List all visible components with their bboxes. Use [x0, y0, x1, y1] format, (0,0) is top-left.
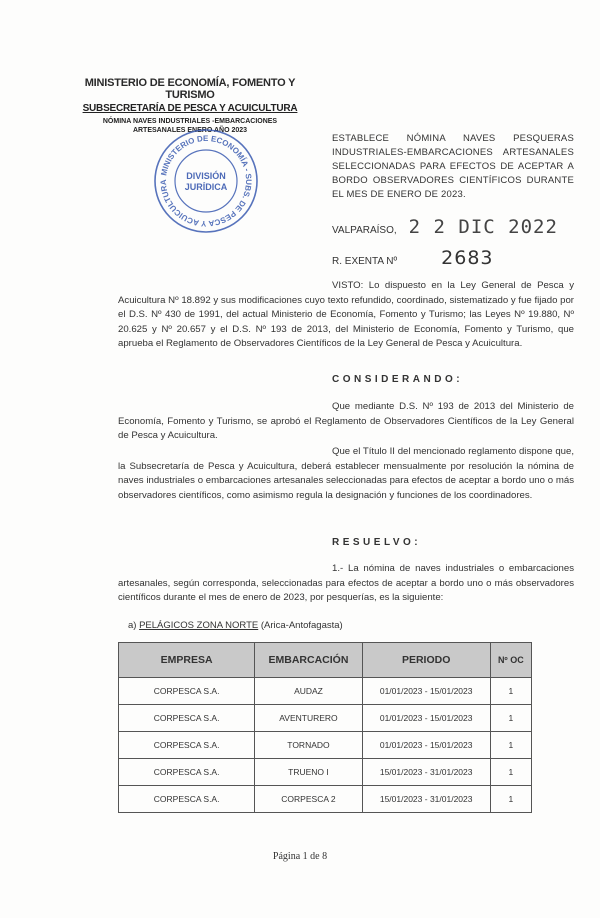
date-stamp: 2 2 DIC 2022	[408, 216, 558, 238]
cell-empresa: CORPESCA S.A.	[119, 732, 255, 759]
subsection-title: PELÁGICOS ZONA NORTE	[139, 620, 259, 631]
cell-embarcacion: TRUENO I	[255, 759, 362, 786]
cell-empresa: CORPESCA S.A.	[119, 705, 255, 732]
cell-num-oc: 1	[490, 759, 531, 786]
division-juridica-stamp	[152, 127, 260, 235]
subsection-suffix: (Arica-Antofagasta)	[258, 620, 343, 631]
cell-periodo: 01/01/2023 - 15/01/2023	[362, 678, 490, 705]
table-header-row	[119, 643, 532, 678]
cell-embarcacion: TORNADO	[255, 732, 362, 759]
table-row	[119, 786, 532, 813]
table-row	[119, 678, 532, 705]
considerando-heading: CONSIDERANDO:	[332, 374, 464, 385]
vessel-table	[118, 642, 532, 813]
cell-embarcacion: AUDAZ	[255, 678, 362, 705]
cell-num-oc: 1	[490, 678, 531, 705]
cell-empresa: CORPESCA S.A.	[119, 759, 255, 786]
header-subject-line-2: ARTESANALES ENERO AÑO 2023	[132, 127, 248, 134]
resolution-number: 2683	[441, 247, 494, 269]
header-subject-line-1: NÓMINA NAVES INDUSTRIALES -EMBARCACIONES	[102, 118, 278, 125]
date-label: VALPARAÍSO,	[332, 225, 397, 236]
resuelvo-heading: RESUELVO:	[332, 537, 422, 548]
ministry-name: MINISTERIO DE ECONOMÍA, FOMENTO Y TURISMO	[84, 77, 296, 101]
subsection-heading	[128, 620, 343, 631]
considerando-paragraph-2: Que el Título II del mencionado reglamento dispone que, la Subsecretaría de Pesca y Acuicultura, deberá establecer mensualmente por resolución la nómina de naves industriales o embarcaciones artesanales seleccionadas para efectos de aceptar a bordo uno o más observadores científicos, como asimismo regula la designación y funciones de los coordinadores.	[118, 446, 574, 501]
cell-periodo: 01/01/2023 - 15/01/2023	[362, 705, 490, 732]
cell-periodo: 01/01/2023 - 15/01/2023	[362, 732, 490, 759]
subsecretaria-name: SUBSECRETARÍA DE PESCA Y ACUICULTURA	[82, 103, 298, 114]
resolution-summary: ESTABLECE NÓMINA NAVES PESQUERAS INDUSTRIALES-EMBARCACIONES ARTESANALES SELECCIONADAS PARA EFECTOS DE ACEPTAR A BORDO OBSERVADORES CIENTÍFICOS DURANTE EL MES DE ENERO DE 2023.	[332, 133, 574, 200]
resolution-label: R. EXENTA Nº	[332, 256, 398, 267]
table-row	[119, 705, 532, 732]
resuelvo-paragraph-1: 1.- La nómina de naves industriales o embarcaciones artesanales, según corresponda, seleccionadas para efectos de aceptar a bordo uno o más observadores científicos durante el mes de enero de 2023, por pesquerías, es la siguiente:	[118, 563, 574, 604]
resolution-number-line	[332, 247, 494, 269]
cell-num-oc: 1	[490, 732, 531, 759]
header-empresa: EMPRESA	[119, 643, 255, 678]
header-num-oc: Nº OC	[490, 643, 531, 678]
header-periodo: PERIODO	[362, 643, 490, 678]
cell-periodo: 15/01/2023 - 31/01/2023	[362, 759, 490, 786]
stamp-ring-text: MINISTERIO DE ECONOMÍA - SUBS. DE PESCA Y ACUICULTURA	[158, 133, 254, 229]
cell-embarcacion: AVENTURERO	[255, 705, 362, 732]
page-number: Página 1 de 8	[272, 851, 328, 862]
table-row	[119, 759, 532, 786]
cell-empresa: CORPESCA S.A.	[119, 678, 255, 705]
cell-num-oc: 1	[490, 786, 531, 813]
header-embarcacion: EMBARCACIÓN	[255, 643, 362, 678]
stamp-center-line-2: JURÍDICA	[184, 182, 228, 192]
table-row	[119, 732, 532, 759]
subsection-prefix: a)	[128, 620, 140, 631]
stamp-center-line-1: DIVISIÓN	[186, 171, 226, 181]
cell-embarcacion: CORPESCA 2	[255, 786, 362, 813]
considerando-paragraph-1: Que mediante D.S. Nº 193 de 2013 del Ministerio de Economía, Fomento y Turismo, se aprobó el Reglamento de Observadores Científicos de la Ley General de Pesca y Acuicultura.	[118, 401, 574, 442]
cell-periodo: 15/01/2023 - 31/01/2023	[362, 786, 490, 813]
cell-num-oc: 1	[490, 705, 531, 732]
date-line	[332, 216, 558, 238]
visto-paragraph: VISTO: Lo dispuesto en la Ley General de Pesca y Acuicultura Nº 18.892 y sus modificaciones cuyo texto refundido, coordinado, sistematizado y fue fijado por el D.S. Nº 430 de 1991, del actual Ministerio de Economía, Fomento y Turismo; las Leyes Nº 19.880, Nº 20.625 y Nº 20.657 y el D.S. Nº 193 de 2013, del Ministerio de Economía, Fomento y Turismo, que aprueba el Reglamento de Observadores Científicos de la Ley General de Pesca y Acuicultura.	[118, 280, 574, 350]
cell-empresa: CORPESCA S.A.	[119, 786, 255, 813]
